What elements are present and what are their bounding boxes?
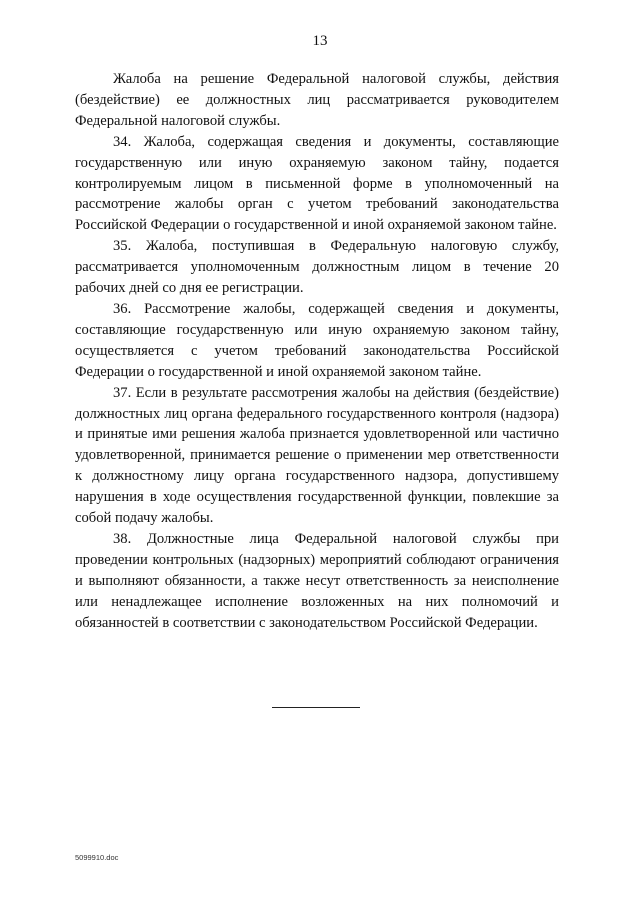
page-number: 13 <box>312 33 328 49</box>
end-of-text-divider <box>272 707 360 708</box>
paragraph-complaint-fns-decision: Жалоба на решение Федеральной налоговой службы, действия (бездействие) ее должностных лиц рассматривается руководителем Федеральной налоговой службы. <box>75 71 559 129</box>
footer-filename: 5099910.doc <box>75 853 119 862</box>
paragraph-34: 34. Жалоба, содержащая сведения и документы, составляющие государственную или иную охраняемую законом тайну, подается контролируемым лицом в письменной форме в уполномоченный на рассмотрение жалобы орган с учетом требований законодательства Российской Федерации о государственной и иной охраняемой законом тайне. <box>75 133 559 234</box>
document-body <box>75 69 559 633</box>
paragraph-37: 37. Если в результате рассмотрения жалобы на действия (бездействие) должностных лиц органа федерального государственного контроля (надзора) и принятые ими решения жалоба признается удовлетворенной или частично удовлетворенной, принимается решение о применении мер ответственности к должностному лицу органа государственного надзора, допустившему нарушения в ходе осуществления государственной функции, повлекшие за собой подачу жалобы. <box>75 384 559 527</box>
paragraph-35: 35. Жалоба, поступившая в Федеральную налоговую службу, рассматривается уполномоченным должностным лицом в течение 20 рабочих дней со дня ее регистрации. <box>75 238 559 297</box>
paragraph-38: 38. Должностные лица Федеральной налоговой службы при проведении контрольных (надзорных) мероприятий соблюдают ограничения и выполняют обязанности, а также несут ответственность за неисполнение или ненадлежащее исполнение возложенных на них полномочий и обязанностей в соответствии с законодательством Российской Федерации. <box>75 530 559 631</box>
paragraph-36: 36. Рассмотрение жалобы, содержащей сведения и документы, составляющие государственную или иную охраняемую законом тайну, осуществляется с учетом требований законодательства Российской Федерации о государственной и иной охраняемой законом тайне. <box>75 300 559 380</box>
